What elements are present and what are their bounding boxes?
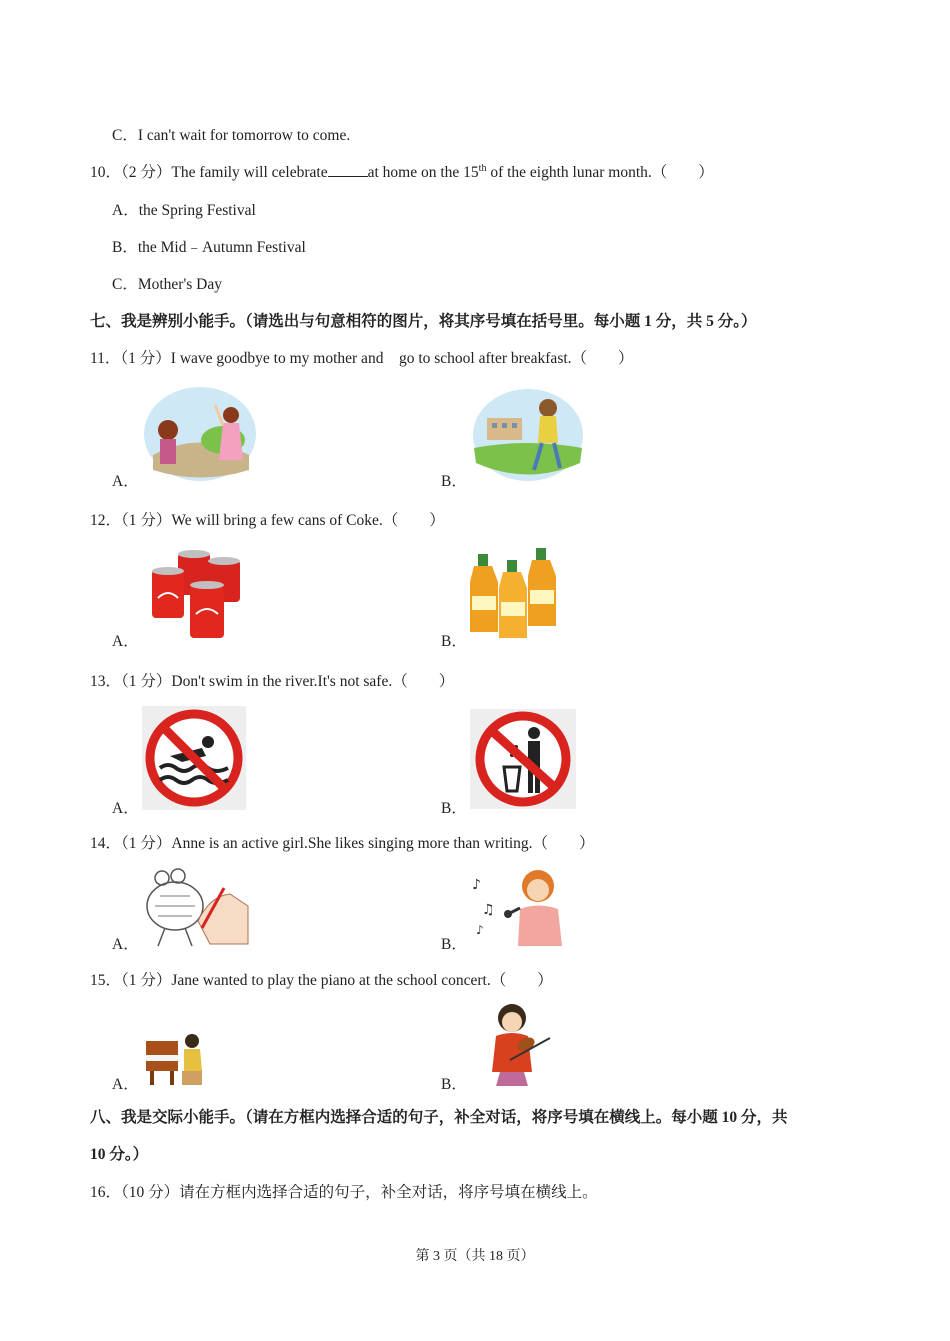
q10-question	[90, 160, 714, 182]
q11-label-a: A．	[112, 473, 139, 490]
q15-label-b: B．	[441, 1076, 467, 1093]
no-littering-sign	[470, 709, 576, 809]
juice-bottles-picture	[470, 546, 568, 642]
drawing-hand-picture	[140, 866, 252, 948]
no-swimming-sign	[142, 706, 246, 810]
q10-middle: at home on the 15	[367, 164, 479, 181]
q11-question: 11．（1 分）I wave goodbye to my mother and go to school after breakfast.（ ）	[90, 350, 634, 367]
q14-label-b: B．	[441, 936, 467, 953]
section8-title-line1: 八、我是交际小能手。（请在方框内选择合适的句子，补全对话，将序号填在横线上。每小题 10 分，共	[90, 1109, 788, 1126]
page-footer: 第 3 页（共 18 页）	[415, 1249, 535, 1264]
walk-to-school-picture	[472, 388, 585, 483]
violin-girl-picture	[470, 1002, 554, 1088]
section8-title-line2: 10 分。）	[90, 1146, 149, 1163]
svg-text:♫: ♫	[482, 902, 495, 918]
q14-label-a: A．	[112, 936, 139, 953]
q10-option-a: A．the Spring Festival	[112, 202, 256, 219]
q13-label-b: B．	[441, 800, 467, 817]
svg-text:♪: ♪	[472, 877, 481, 893]
answer-blank[interactable]	[328, 162, 368, 177]
q9-option-c: C．I can't wait for tomorrow to come.	[112, 127, 351, 144]
section7-title: 七、我是辨别小能手。（请选出与句意相符的图片，将其序号填在括号里。每小题 1 分，共 5 分。）	[90, 313, 757, 330]
q12-label-b: B．	[441, 633, 467, 650]
q10-prefix: 10．（2 分）The family will celebrate	[90, 164, 328, 181]
q10-option-b: B．the Mid﹣Autumn Festival	[112, 239, 306, 256]
q12-question: 12．（1 分）We will bring a few cans of Coke.（ ）	[90, 512, 445, 529]
wave-goodbye-picture	[143, 385, 258, 483]
q10-option-c: C．Mother's Day	[112, 276, 222, 293]
q13-question: 13．（1 分）Don't swim in the river.It's not safe.（ ）	[90, 673, 455, 690]
q11-label-b: B．	[441, 473, 467, 490]
q14-question: 14．（1 分）Anne is an active girl.She likes singing more than writing.（ ）	[90, 835, 595, 852]
q16-question: 16．（10 分）请在方框内选择合适的句子，补全对话，将序号填在横线上。	[90, 1184, 598, 1201]
svg-text:♪: ♪	[476, 923, 484, 937]
q10-sup: th	[478, 162, 487, 174]
q15-label-a: A．	[112, 1076, 139, 1093]
q12-label-a: A．	[112, 633, 139, 650]
piano-girl-picture	[144, 1027, 204, 1087]
coke-cans-picture	[148, 548, 253, 643]
q13-label-a: A．	[112, 800, 139, 817]
q10-suffix: of the eighth lunar month.（ ）	[486, 164, 714, 181]
q15-question: 15．（1 分）Jane wanted to play the piano at the school concert.（ ）	[90, 972, 553, 989]
singing-girl-picture	[468, 864, 564, 946]
